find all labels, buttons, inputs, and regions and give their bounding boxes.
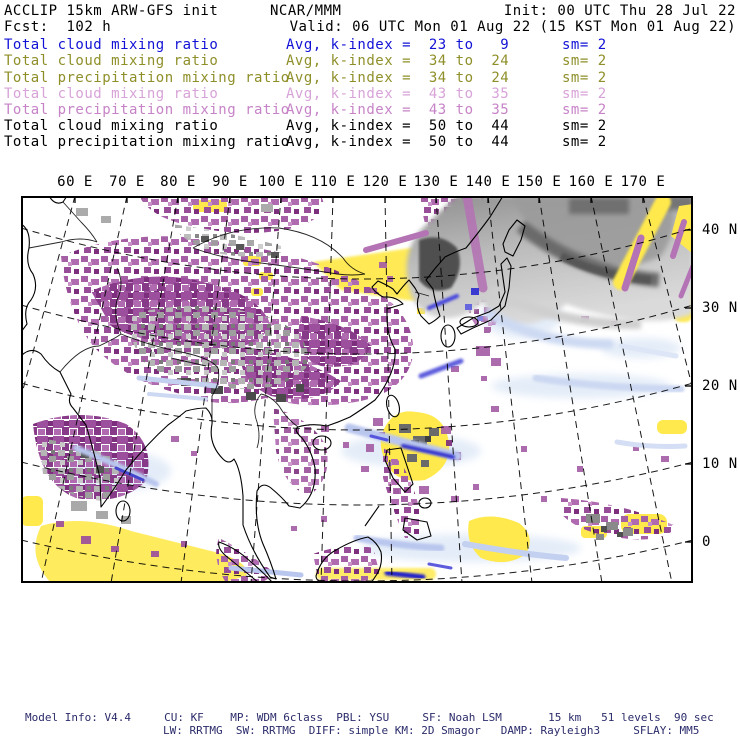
legend-smooth: sm= 2 xyxy=(562,53,607,69)
legend-smooth: sm= 2 xyxy=(562,70,607,86)
forecast-hour: Fcst: 102 h xyxy=(4,19,112,35)
lon-tick-label: 150 E xyxy=(516,174,562,190)
legend-label: Total precipitation mixing ratio xyxy=(4,102,290,118)
lat-tick-label: 30 N xyxy=(702,300,738,316)
cloud-band-gray xyxy=(366,196,693,325)
legend-smooth: sm= 2 xyxy=(562,37,607,53)
legend-smooth: sm= 2 xyxy=(562,86,607,102)
legend-smooth: sm= 2 xyxy=(562,134,607,150)
init-time: Init: 00 UTC Thu 28 Jul 22 xyxy=(503,3,736,19)
lon-tick-label: 140 E xyxy=(465,174,511,190)
legend-label: Total cloud mixing ratio xyxy=(4,37,219,53)
legend-label: Total cloud mixing ratio xyxy=(4,118,219,134)
lon-tick-label: 70 E xyxy=(109,174,145,190)
model-physics-line2: LW: RRTMG SW: RRTMG DIFF: simple KM: 2D Smagor DAMP: Rayleigh3 SFLAY: MM5 xyxy=(163,724,700,737)
lat-tick-label: 20 N xyxy=(702,378,738,394)
model-title: ACCLIP 15km ARW-GFS init xyxy=(4,3,219,19)
lon-tick-label: 60 E xyxy=(57,174,93,190)
legend-kindex: Avg, k-index = 23 to 9 xyxy=(286,37,510,53)
model-physics-line1: Model Info: V4.4 CU: KF MP: WDM 6class PBL: YSU SF: Noah LSM 15 km 51 levels 90 sec xyxy=(25,711,714,724)
legend-label: Total precipitation mixing ratio xyxy=(4,134,290,150)
legend-label: Total cloud mixing ratio xyxy=(4,53,219,69)
lon-tick-label: 120 E xyxy=(362,174,408,190)
legend-kindex: Avg, k-index = 43 to 35 xyxy=(286,86,510,102)
legend-label: Total precipitation mixing ratio xyxy=(4,70,290,86)
legend-kindex: Avg, k-index = 34 to 24 xyxy=(286,53,510,69)
lon-tick-label: 110 E xyxy=(310,174,356,190)
lon-tick-label: 80 E xyxy=(160,174,196,190)
lon-tick-label: 100 E xyxy=(258,174,304,190)
legend-smooth: sm= 2 xyxy=(562,118,607,134)
legend-label: Total cloud mixing ratio xyxy=(4,86,219,102)
legend-kindex: Avg, k-index = 34 to 24 xyxy=(286,70,510,86)
center-name: NCAR/MMM xyxy=(270,3,342,19)
legend-kindex: Avg, k-index = 43 to 35 xyxy=(286,102,510,118)
map-canvas xyxy=(21,196,693,583)
legend-kindex: Avg, k-index = 50 to 44 xyxy=(286,118,510,134)
weather-map xyxy=(21,196,693,583)
lon-tick-label: 90 E xyxy=(212,174,248,190)
lon-tick-label: 160 E xyxy=(568,174,614,190)
lat-tick-label: 0 xyxy=(702,534,711,550)
lat-tick-label: 40 N xyxy=(702,222,738,238)
lon-tick-label: 170 E xyxy=(620,174,666,190)
legend-kindex: Avg, k-index = 50 to 44 xyxy=(286,134,510,150)
lon-tick-label: 130 E xyxy=(413,174,459,190)
lat-tick-label: 10 N xyxy=(702,456,738,472)
legend-smooth: sm= 2 xyxy=(562,102,607,118)
valid-time: Valid: 06 UTC Mon 01 Aug 22 (15 KST Mon 01 Aug 22) xyxy=(289,19,736,35)
